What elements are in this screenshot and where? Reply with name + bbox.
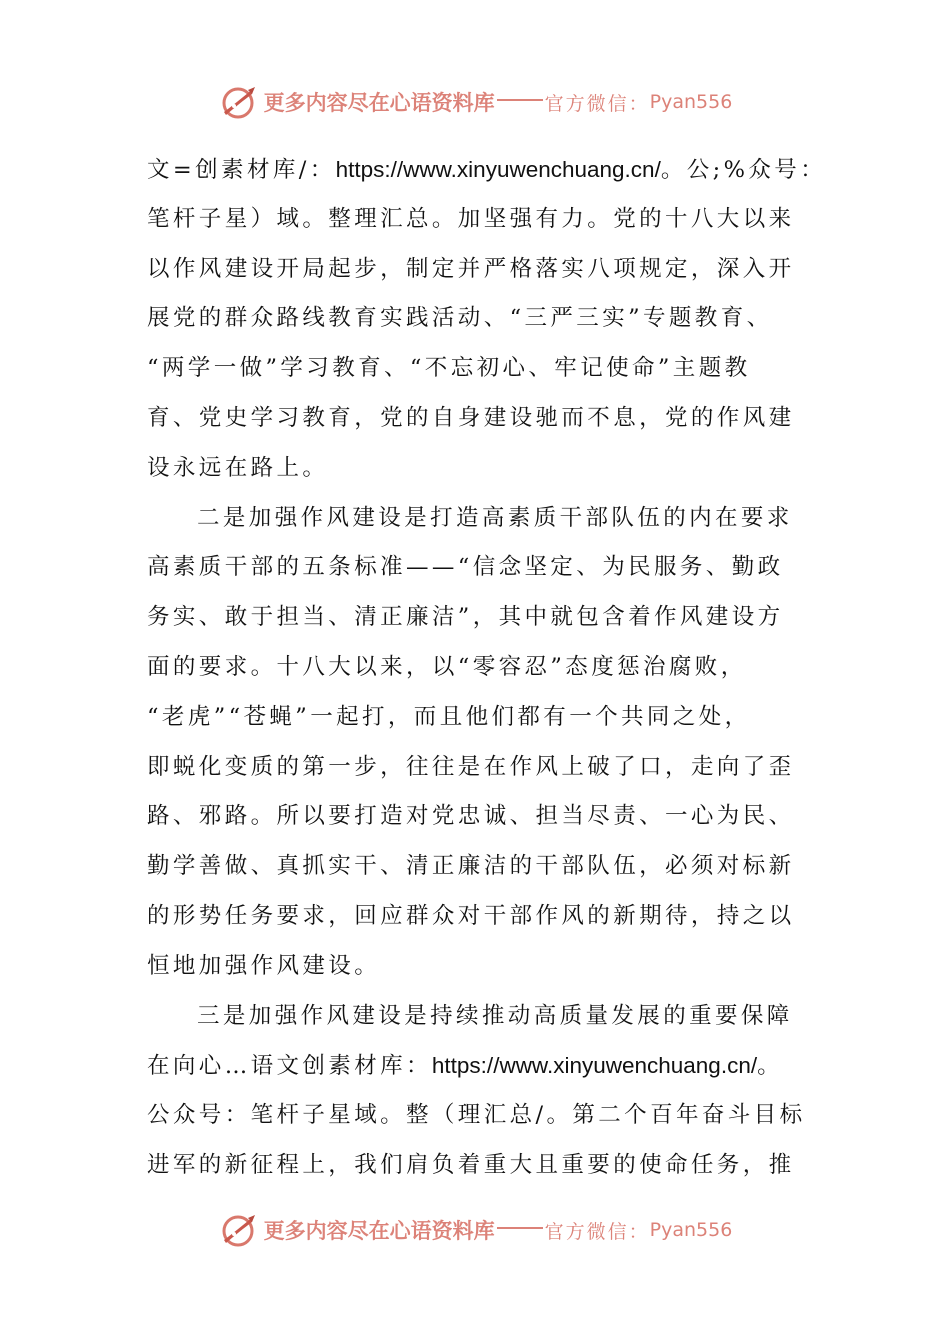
text-line (147, 394, 807, 444)
text-segment: 。公;%众号： (660, 157, 827, 183)
watermark-wechat-id: Pyan556 (649, 1219, 733, 1241)
text-segment: 路、邪路。所以要打造对党忠诚、担当尽责、一心为民、 (147, 803, 795, 830)
text-segment: 面的要求。十八大以来，以“零容忍”态度惩治腐败， (147, 653, 747, 680)
watermark-label: 官方微信： (544, 92, 650, 115)
watermark-label: 官方微信： (544, 1220, 650, 1243)
text-line (147, 693, 807, 743)
text-line (147, 543, 807, 593)
text-segment: 。 (757, 1053, 783, 1080)
text-line (147, 145, 827, 195)
text-segment: 以作风建设开局起步，制定并严格落实八项规定，深入开 (147, 255, 795, 282)
text-segment: 设永远在路上。 (147, 454, 329, 481)
watermark-dash (497, 1227, 543, 1229)
text-line (147, 444, 807, 494)
text-segment: 勤学善做、真抓实干、清正廉洁的干部队伍，必须对标新 (147, 853, 795, 880)
text-segment: 二是加强作风建设是打造高素质干部队伍的内在要求 (197, 504, 793, 531)
text-line (147, 494, 807, 544)
url-text: https://www.xinyuwenchuang.cn/ (431, 1053, 758, 1079)
text-segment: 三是加强作风建设是持续推动高质量发展的重要保障 (197, 1002, 793, 1029)
text-line (147, 743, 807, 793)
watermark-wechat-id: Pyan556 (649, 91, 733, 113)
text-segment: 的形势任务要求，回应群众对干部作风的新期待，持之以 (147, 902, 795, 929)
text-segment: 高素质干部的五条标准——“信念坚定、为民服务、勤政 (147, 554, 784, 581)
text-line (147, 593, 807, 643)
text-line (147, 992, 807, 1042)
text-segment: 公众号：笔杆子星域。整（理汇总/。第二个百年奋斗目标 (147, 1102, 806, 1129)
footer-watermark (0, 1208, 950, 1252)
text-segment: 育、党史学习教育，党的自身建设驰而不息，党的作风建 (147, 404, 795, 431)
text-segment: 笔杆子星）域。整理汇总。加坚强有力。党的十八大以来 (147, 205, 795, 232)
text-line (147, 942, 807, 992)
header-watermark (0, 80, 950, 124)
text-line (147, 1091, 807, 1141)
url-text: https://www.xinyuwenchuang.cn/ (335, 157, 661, 182)
text-segment: 务实、敢于担当、清正廉洁”，其中就包含着作风建设方 (147, 604, 784, 631)
text-segment: 恒地加强作风建设。 (147, 952, 381, 979)
text-line (147, 1141, 807, 1191)
text-segment: “老虎”“苍蝇”一起打，而且他们都有一个共同之处， (147, 703, 751, 730)
watermark-dash (497, 99, 543, 101)
text-line (147, 892, 807, 942)
text-segment: 文=创素材库/： (147, 157, 336, 183)
text-segment: “两学一做”学习教育、“不忘初心、牢记使命”主题教 (147, 355, 751, 382)
text-line (147, 842, 807, 892)
pen-logo-icon (218, 82, 258, 122)
text-line (147, 245, 807, 295)
pen-logo-icon (218, 1210, 258, 1250)
text-segment: 即蜕化变质的第一步，往往是在作风上破了口，走向了歪 (147, 753, 795, 780)
document-body (147, 145, 827, 1191)
text-line (147, 643, 807, 693)
text-segment: 在向心…语文创素材库： (147, 1053, 432, 1080)
text-segment: 展党的群众路线教育实践活动、“三严三实”专题教育、 (147, 305, 773, 332)
watermark-brand: 更多内容尽在心语资料库 (263, 90, 495, 115)
watermark-brand: 更多内容尽在心语资料库 (263, 1218, 495, 1243)
text-line (147, 792, 807, 842)
text-line (147, 195, 807, 245)
text-line (147, 294, 807, 344)
text-segment: 进军的新征程上，我们肩负着重大且重要的使命任务，推 (147, 1151, 795, 1178)
text-line (147, 344, 807, 394)
text-line (147, 1041, 807, 1091)
